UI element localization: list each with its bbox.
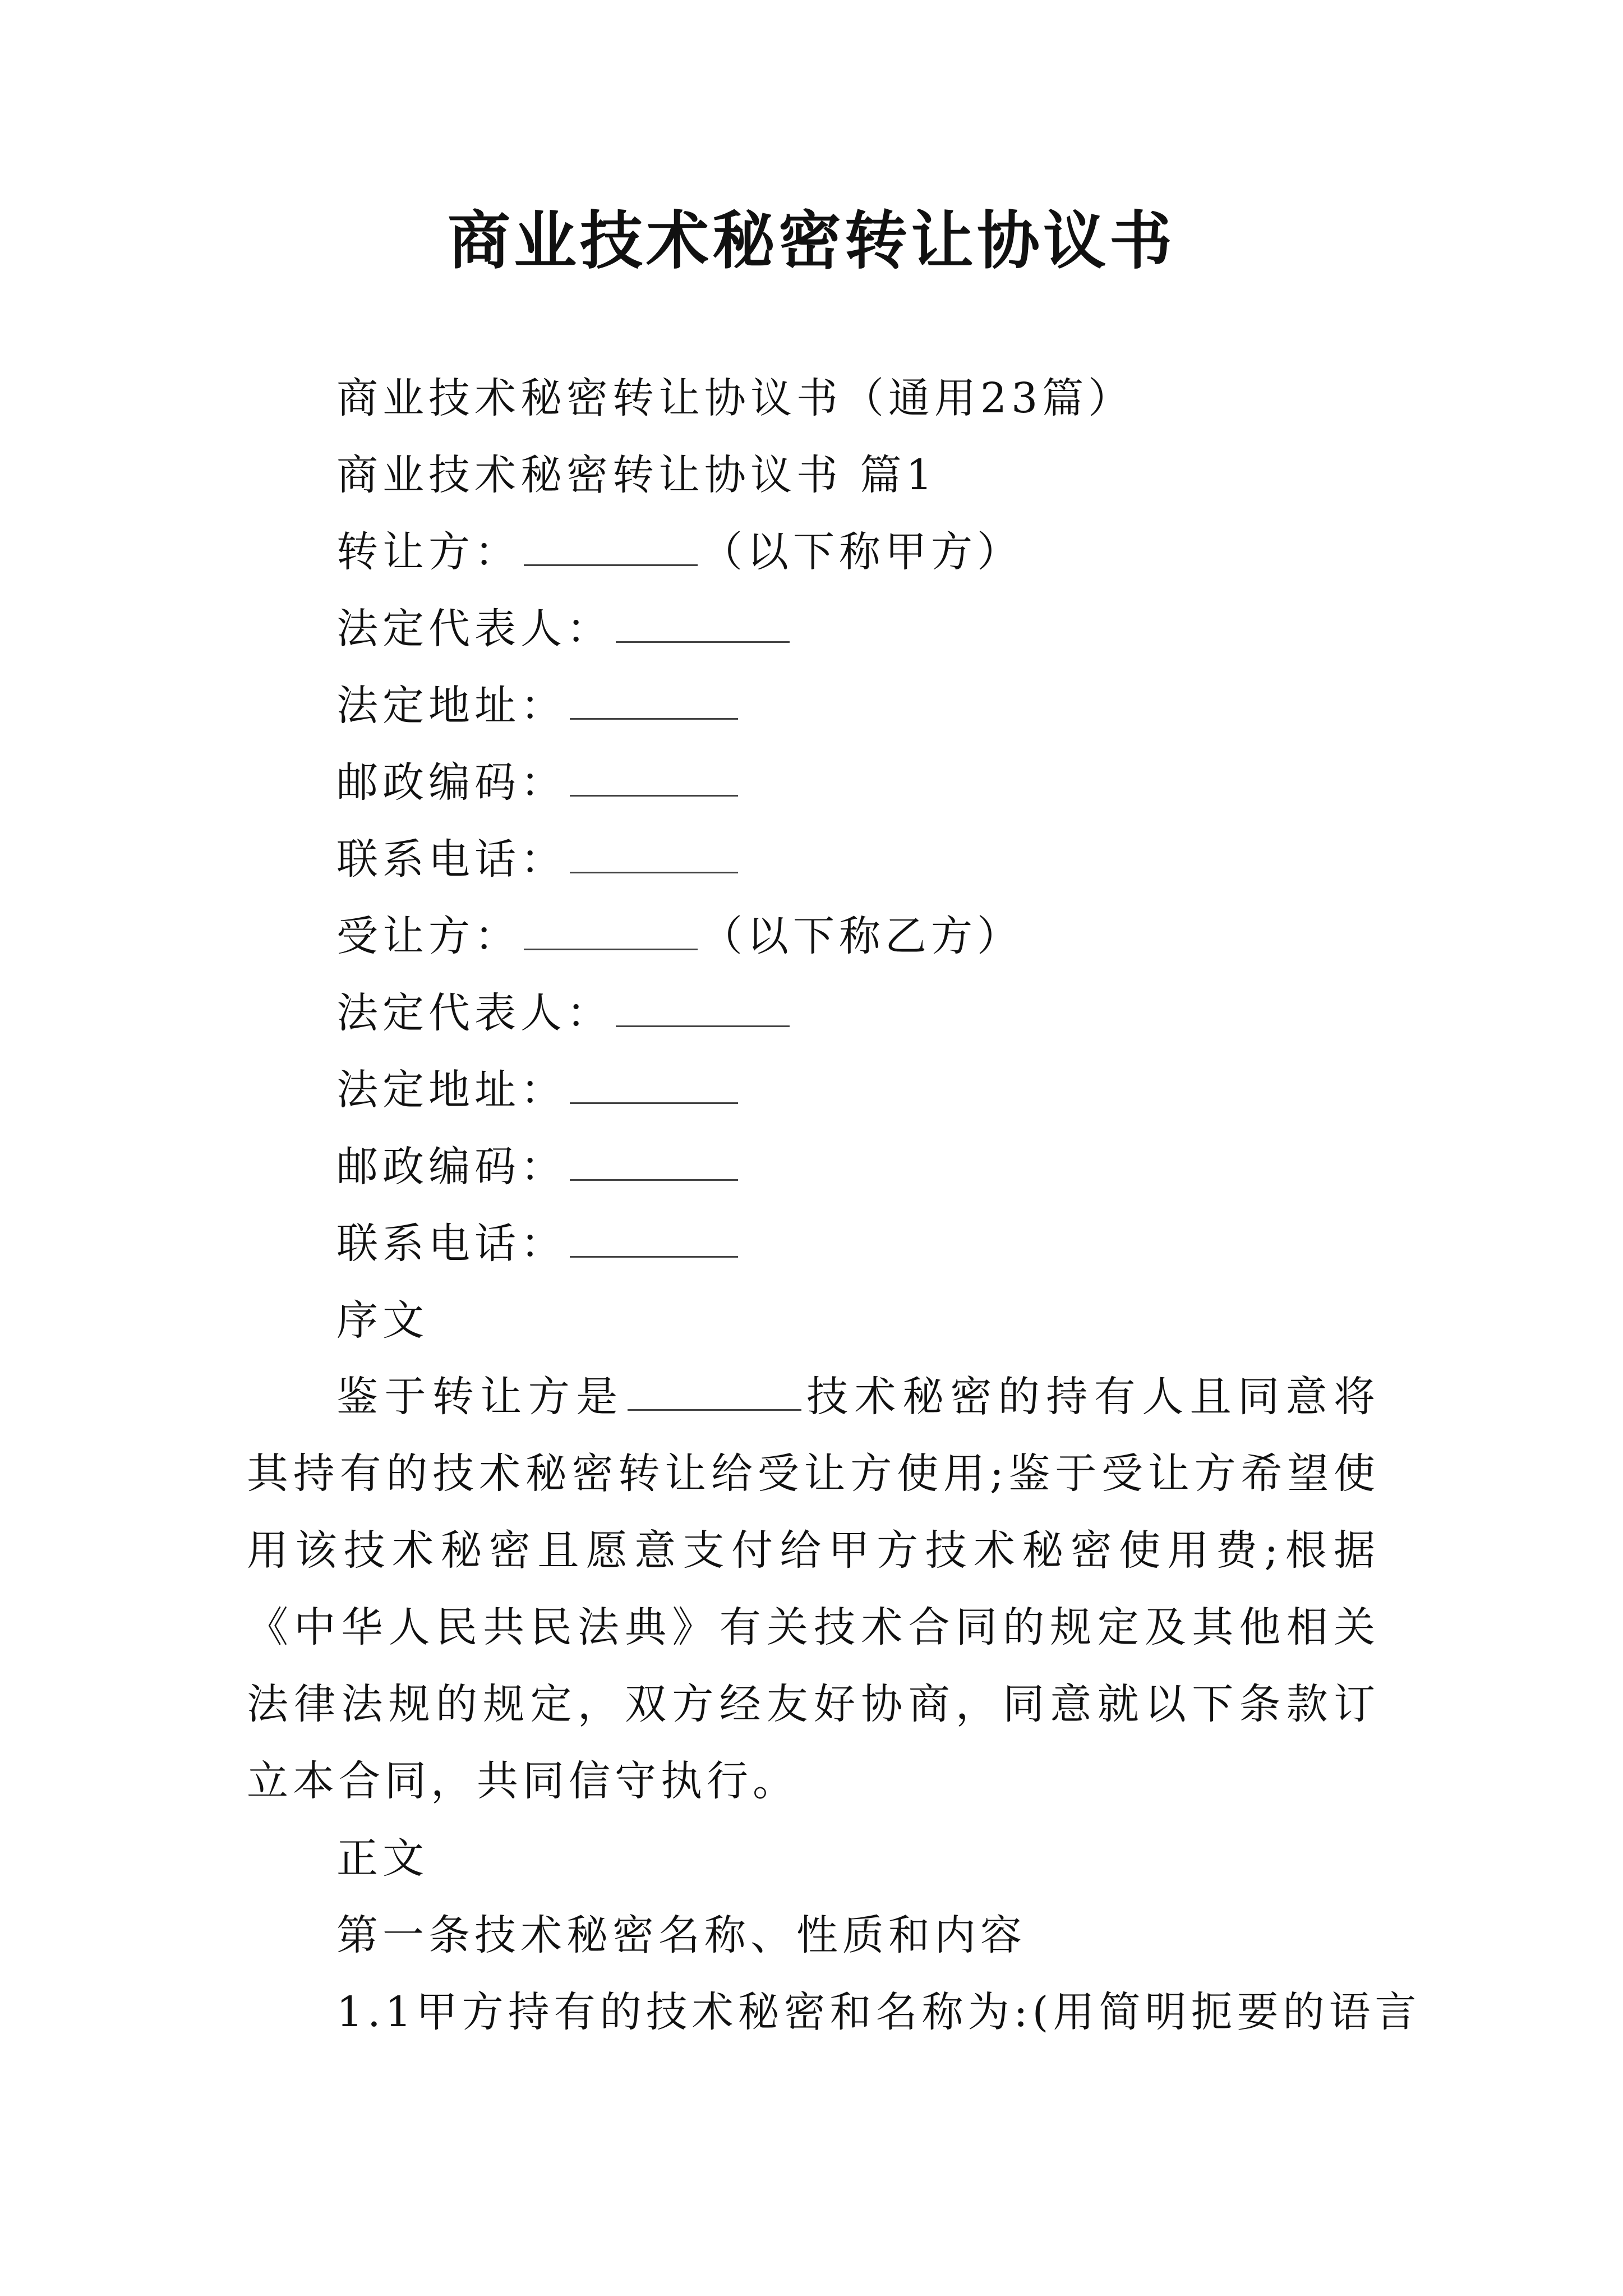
preface-heading: 序文 — [336, 1296, 428, 1345]
party-b-address-line — [336, 1062, 741, 1118]
party-b-postcode-line — [336, 1139, 741, 1195]
party-a-phone-line — [336, 831, 741, 887]
party-b-address-label: 法定地址： — [336, 1066, 566, 1114]
party-a-rep-label: 法定代表人： — [336, 605, 612, 653]
party-a-name-blank — [524, 525, 698, 566]
section-heading: 商业技术秘密转让协议书 篇1 — [336, 451, 937, 499]
party-b-rep-line — [336, 985, 793, 1041]
party-a-role-line — [336, 524, 1023, 580]
party-a-role-label: 转让方： — [336, 528, 520, 576]
party-a-postcode-line — [336, 754, 741, 811]
preface-technology-blank — [628, 1370, 801, 1411]
party-b-postcode-label: 邮政编码： — [336, 1143, 566, 1191]
party-b-role-suffix: （以下称乙方） — [701, 912, 1023, 960]
party-a-rep-blank — [616, 602, 790, 643]
party-b-postcode-blank — [570, 1140, 738, 1181]
preface-paragraph — [247, 1359, 1380, 1820]
body-heading: 正文 — [336, 1834, 428, 1883]
party-b-phone-line — [336, 1216, 741, 1272]
document-subtitle: 商业技术秘密转让协议书（通用23篇） — [336, 374, 1135, 422]
party-b-address-blank — [570, 1063, 738, 1104]
preface-text-start: 鉴于转让方是 — [336, 1373, 624, 1421]
party-a-phone-label: 联系电话： — [336, 835, 566, 884]
party-b-phone-label: 联系电话： — [336, 1220, 566, 1268]
party-b-rep-label: 法定代表人： — [336, 989, 612, 1037]
document-title: 商业技术秘密转让协议书 — [448, 204, 1175, 278]
preface-text-rest: 技术秘密的持有人且同意将其持有的技术秘密转让给受让方使用;鉴于受让方希望使用该技术秘密且愿意支付给甲方技术秘密使用费;根据《中华人民共民法典》有关技术合同的规定及其他相关法律法规的规定，双方经友好协商，同意就以下条款订立本合同，共同信守执行。 — [247, 1373, 1380, 1805]
party-a-phone-blank — [570, 832, 738, 873]
party-b-name-blank — [524, 909, 698, 950]
party-a-address-blank — [570, 679, 738, 720]
party-b-role-label: 受让方： — [336, 912, 520, 960]
party-a-address-line — [336, 678, 741, 734]
party-b-phone-blank — [570, 1217, 738, 1258]
party-b-rep-blank — [616, 986, 790, 1027]
article1-clause-1-1: 1.1甲方持有的技术秘密和名称为:(用简明扼要的语言 — [336, 1988, 1421, 2036]
party-a-rep-line — [336, 601, 793, 657]
party-a-postcode-label: 邮政编码： — [336, 758, 566, 807]
party-a-address-label: 法定地址： — [336, 682, 566, 730]
party-a-postcode-blank — [570, 756, 738, 797]
party-a-role-suffix: （以下称甲方） — [701, 528, 1023, 576]
party-b-role-line — [336, 908, 1023, 964]
article1-heading: 第一条技术秘密名称、性质和内容 — [336, 1911, 1026, 1959]
